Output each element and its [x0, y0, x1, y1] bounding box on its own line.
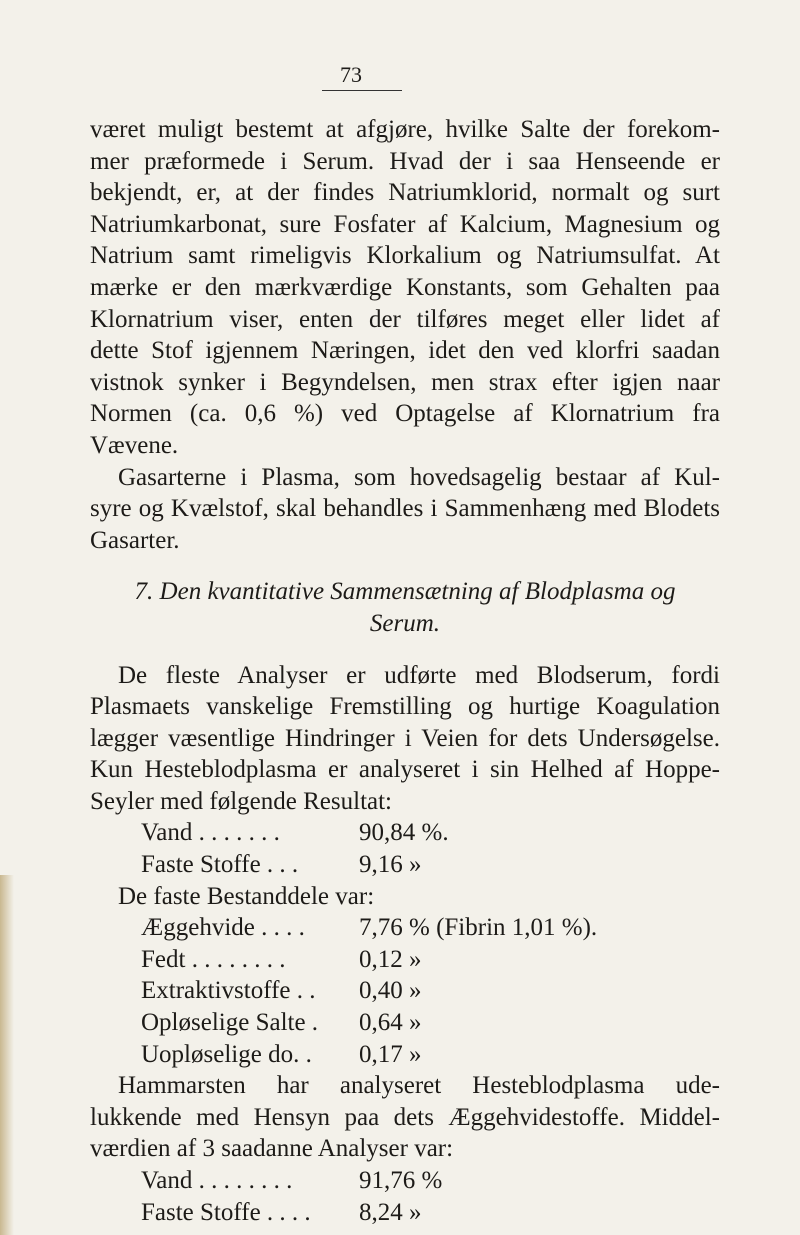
table-label: Faste Stoffe . . . . — [141, 1198, 311, 1226]
text-line: vistnok synker i Begyndelsen, men strax efter igjen naar — [90, 368, 720, 396]
text-line: lægger væsentlige Hindringer i Veien for dets Undersøgelse. — [90, 724, 720, 752]
heading-line: Serum. — [369, 609, 441, 637]
table-value: 8,24 » — [359, 1198, 422, 1226]
table-row — [90, 1165, 720, 1197]
text-line: værdien af 3 saadanne Analyser var: — [90, 1135, 454, 1163]
table-label: Fedt . . . . . . . . — [141, 945, 286, 973]
table-row — [90, 1197, 720, 1229]
table-label: Vand . . . . . . . — [141, 819, 280, 847]
text-line: lukkende med Hensyn paa dets Æggehvidestoffe. Middel- — [90, 1103, 720, 1131]
table-row — [90, 975, 720, 1007]
paragraph-analyses — [90, 660, 720, 818]
text-line: Hammarsten har analyseret Hesteblodplasma ude- — [118, 1072, 720, 1100]
paragraph-hammarsten — [90, 1070, 720, 1165]
table-row — [90, 817, 720, 849]
table-label: Æggehvide . . . . — [141, 914, 305, 942]
table-value: 7,76 % (Fibrin 1,01 %). — [359, 914, 598, 942]
text-line: Normen (ca. 0,6 %) ved Optagelse af Klornatrium fra — [90, 400, 720, 428]
table-row — [90, 912, 720, 944]
table-value: 0,12 » — [359, 945, 422, 973]
results-table-hammarsten — [90, 1165, 720, 1228]
results-table-solids — [90, 912, 720, 1070]
page-number: 73 — [340, 62, 362, 87]
text-line: Gasarter. — [90, 526, 180, 554]
table-value: 90,84 %. — [359, 819, 449, 847]
table-value: 91,76 % — [359, 1167, 443, 1194]
table-value: 0,40 » — [359, 977, 422, 1005]
table-label: Vand . . . . . . . . — [141, 1167, 293, 1194]
section-heading — [90, 576, 720, 639]
body-text — [90, 114, 720, 1228]
text-line: Plasmaets vanskelige Fremstilling og hurtige Koagulation — [90, 693, 720, 721]
table-value: 0,64 » — [359, 1009, 422, 1037]
table-label: Extraktivstoffe . . — [141, 977, 316, 1005]
text-line: Natrium samt rimeligvis Klorkalium og Natriumsulfat. At — [90, 242, 720, 270]
table-label: Faste Stoffe . . . — [141, 851, 299, 879]
text-line: Kun Hesteblodplasma er analyseret i sin Helhed af Hoppe- — [90, 756, 720, 784]
text-line: Vævene. — [90, 431, 179, 459]
table-row — [90, 944, 720, 976]
page-edge-shadow — [0, 875, 14, 1235]
table-row — [90, 1007, 720, 1039]
text-line: Klornatrium viser, enten der tilføres meget eller lidet af — [90, 305, 720, 333]
paragraph-salts — [90, 114, 720, 462]
text-line: mærke er den mærkværdige Konstants, som Gehalten paa — [90, 273, 720, 301]
text-line: De fleste Analyser er udførte med Blodserum, fordi — [118, 661, 720, 689]
heading-line: 7. Den kvantitative Sammensætning af Blodplasma og — [134, 578, 676, 606]
text-line: mer præformede i Serum. Hvad der i saa Henseende er — [90, 147, 720, 175]
page-number-rule — [322, 90, 402, 91]
table-value: 0,17 » — [359, 1040, 422, 1068]
table-label: Opløselige Salte . — [141, 1009, 319, 1037]
table-value: 9,16 » — [359, 851, 422, 879]
table-row — [90, 849, 720, 881]
text-line: syre og Kvælstof, skal behandles i Sammenhæng med Blodets — [90, 495, 720, 523]
table-row — [90, 1039, 720, 1071]
paragraph-gases — [90, 462, 720, 557]
text-line: Natriumkarbonat, sure Fosfater af Kalcium, Magnesium og — [90, 210, 720, 238]
spacer — [90, 640, 720, 660]
text-line: Gasarterne i Plasma, som hovedsagelig bestaar af Kul- — [118, 463, 720, 491]
spacer — [90, 556, 720, 576]
text-line: været muligt bestemt at afgjøre, hvilke Salte der forekom- — [90, 116, 720, 143]
text-line: dette Stof igjennem Næringen, idet den ved klorfri saadan — [90, 337, 720, 365]
text-line: bekjendt, er, at der findes Natriumklorid, normalt og surt — [90, 179, 720, 207]
results-table-hoppe-seyler — [90, 817, 720, 880]
table-label: Uopløselige do. . — [141, 1040, 312, 1068]
text-line: Seyler med følgende Resultat: — [90, 787, 393, 815]
table-intro: De faste Bestanddele var: — [118, 882, 375, 910]
